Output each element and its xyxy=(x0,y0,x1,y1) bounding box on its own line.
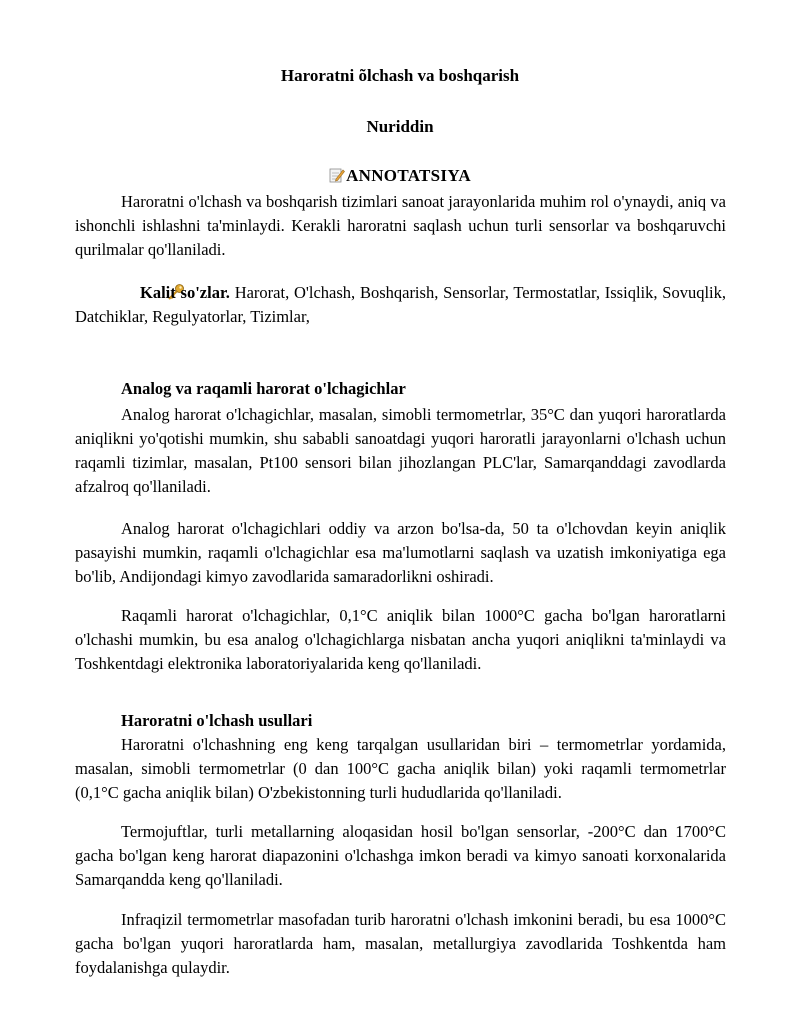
annotation-text: Haroratni o'lchash va boshqarish tizimlari sanoat jarayonlarida muhim rol o'ynaydi, aniq va ishonchli ishlashni ta'minlaydi. Kerakli haroratni saqlash uchun turli sensorlar va boshqaruvchi qurilmalar qo'llaniladi. xyxy=(75,192,726,259)
section2-paragraph: Infraqizil termometrlar masofadan turib haroratni o'lchash imkonini beradi, bu esa 1000°C gacha bo'lgan yuqori haroratlarda ham, masalan, metallurgiya zavodlarida Toshkentda ham foydalanishga qulaydir. xyxy=(75,910,726,977)
keywords-paragraph xyxy=(75,281,726,329)
keywords-text: Harorat, O'lchash, Boshqarish, Sensorlar, Termostatlar, Issiqlik, Sovuqlik, Datchiklar, Regulyatorlar, Tizimlar, xyxy=(75,283,726,326)
section1-paragraph: Analog harorat o'lchagichlar, masalan, simobli termometrlar, 35°C dan yuqori haroratlarda aniqlikni yo'qotishi mumkin, shu sababli sanoatdagi yuqori haroratli jarayonlarni o'lchash uchun raqamli tizimlar, masalan, Pt100 sensori bilan jihozlangan PLC'lar, Samarqanddagi zavodlarda afzalroq qo'llaniladi. xyxy=(75,405,726,496)
section2-paragraph: Termojuftlar, turli metallarning aloqasidan hosil bo'lgan sensorlar, -200°C dan 1700°C gacha bo'lgan keng harorat diapazonini o'lchashga imkon beradi va kimyo sanoati korxonalarida Samarqandda keng qo'llaniladi. xyxy=(75,822,726,889)
note-pencil-icon xyxy=(329,167,345,183)
section1-paragraph: Raqamli harorat o'lchagichlar, 0,1°C aniqlik bilan 1000°C gacha bo'lgan haroratlarni o'lchashi mumkin, bu esa analog o'lchagichlarga nisbatan ancha yuqori aniqlikni ta'minlaydi va Toshkentdagi elektronika laboratoriyalarida keng qo'llaniladi. xyxy=(75,606,726,673)
section2-heading: Haroratni o'lchash usullari xyxy=(121,711,313,730)
annotation-heading: ANNOTATSIYA xyxy=(346,166,471,185)
section1-heading: Analog va raqamli harorat o'lchagichlar xyxy=(121,379,406,398)
key-icon xyxy=(121,283,139,301)
section2-paragraph: Haroratni o'lchashning eng keng tarqalgan usullaridan biri – termometrlar yordamida, masalan, simobli termometrlar (0 dan 100°C gacha aniqlik bilan) yoki raqamli termometrlar (0,1°C gacha aniqlik bilan) O'zbekistonning turli hududlarida qo'llaniladi. xyxy=(75,735,726,802)
annotation-heading-row xyxy=(0,166,800,186)
author-name: Nuriddin xyxy=(366,117,434,136)
keywords-label: Kalit so'zlar. xyxy=(140,283,230,302)
section1-paragraph: Analog harorat o'lchagichlari oddiy va arzon bo'lsa-da, 50 ta o'lchovdan keyin aniqlik pasayishi mumkin, raqamli o'lchagichlar esa ma'lumotlarni saqlash va uzatish imkoniyatiga ega bo'lib, Andijondagi kimyo zavodlarida samaradorlikni oshiradi. xyxy=(75,519,726,586)
document-title: Haroratni õlchash va boshqarish xyxy=(280,66,520,85)
